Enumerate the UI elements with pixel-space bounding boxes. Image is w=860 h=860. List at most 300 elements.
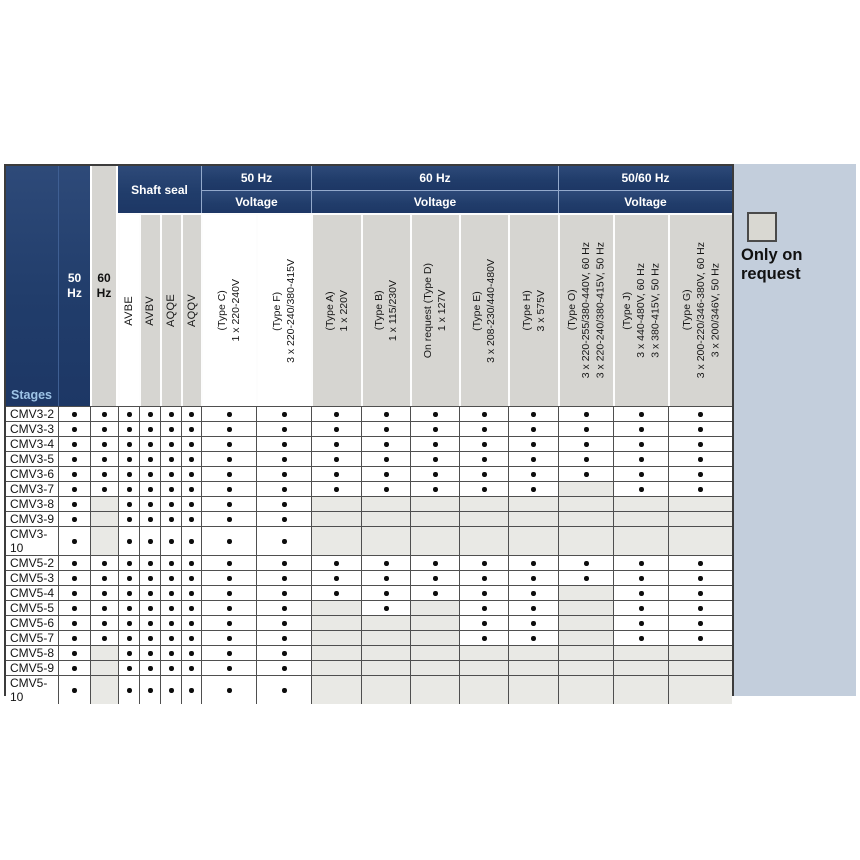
cell-type-e <box>459 631 508 645</box>
availability-dot <box>334 561 339 566</box>
availability-dot <box>102 606 107 611</box>
table-row-cmv3-9 <box>6 511 732 526</box>
request-cell-type-d <box>410 527 459 555</box>
availability-dot <box>639 487 644 492</box>
cell-aqqe <box>160 452 181 466</box>
cell-aqqv <box>181 467 201 481</box>
availability-dot <box>227 427 232 432</box>
request-cell-type-j <box>613 527 668 555</box>
cell-type-f <box>256 661 311 675</box>
seal-column-label-avbe: AVBE <box>118 213 139 406</box>
availability-dot <box>639 576 644 581</box>
cell-avbe <box>118 512 139 526</box>
cell-type-e <box>459 482 508 496</box>
cell-aqqv <box>181 497 201 511</box>
cell-avbv <box>139 527 160 555</box>
request-cell-type-o <box>558 601 613 615</box>
cell-type-d <box>410 467 459 481</box>
availability-dot <box>102 412 107 417</box>
availability-dot <box>227 666 232 671</box>
availability-dot <box>698 636 703 641</box>
cell-avbv <box>139 422 160 436</box>
cell-type-f <box>256 422 311 436</box>
availability-dot <box>531 442 536 447</box>
availability-dot <box>584 442 589 447</box>
availability-dot <box>189 412 194 417</box>
cell-type-f <box>256 571 311 585</box>
only-on-request-label: Only on request <box>741 246 803 283</box>
availability-dot <box>584 576 589 581</box>
cell-type-e <box>459 571 508 585</box>
table-row-cmv5-3 <box>6 570 732 585</box>
cell-aqqv <box>181 482 201 496</box>
availability-dot <box>148 472 153 477</box>
cell-50hz <box>58 586 90 600</box>
availability-dot <box>482 591 487 596</box>
table-row-cmv3-4 <box>6 436 732 451</box>
availability-dot <box>102 472 107 477</box>
availability-dot <box>169 621 174 626</box>
availability-dot <box>334 457 339 462</box>
cell-type-a <box>311 586 361 600</box>
cell-type-d <box>410 437 459 451</box>
voltage-column-label-type-d: 1 x 127V On request (Type D) <box>410 213 459 406</box>
cell-type-j <box>613 482 668 496</box>
availability-dot <box>189 636 194 641</box>
request-cell-type-o <box>558 646 613 660</box>
request-cell-60hz <box>90 676 118 704</box>
request-cell-type-d <box>410 601 459 615</box>
cell-type-b <box>361 586 410 600</box>
availability-dot <box>127 688 132 693</box>
request-cell-type-a <box>311 661 361 675</box>
cell-type-g <box>668 616 732 630</box>
request-cell-type-a <box>311 616 361 630</box>
availability-dot <box>433 442 438 447</box>
availability-dot <box>169 472 174 477</box>
availability-dot <box>482 576 487 581</box>
availability-dot <box>127 502 132 507</box>
cell-type-c <box>201 661 256 675</box>
cell-type-g <box>668 452 732 466</box>
availability-dot <box>148 621 153 626</box>
voltage-column-label-type-g: 3 x 200/346V, 50 Hz 3 x 200-220/346-380V, 60 Hz (Type G) <box>668 213 732 406</box>
cell-type-f <box>256 407 311 421</box>
cell-type-o <box>558 467 613 481</box>
availability-dot <box>169 606 174 611</box>
availability-dot <box>189 487 194 492</box>
stage-label: CMV5-7 <box>6 631 58 645</box>
shaft-seal-header: Shaft seal <box>118 166 201 213</box>
availability-dot <box>282 517 287 522</box>
voltage-column-label-type-a: 1 x 220V (Type A) <box>311 213 361 406</box>
availability-dot <box>72 636 77 641</box>
cell-type-c <box>201 497 256 511</box>
availability-dot <box>189 591 194 596</box>
availability-dot <box>698 621 703 626</box>
availability-dot <box>72 412 77 417</box>
cell-type-a <box>311 467 361 481</box>
availability-dot <box>531 412 536 417</box>
request-cell-type-g <box>668 512 732 526</box>
cell-type-a <box>311 437 361 451</box>
cell-avbv <box>139 556 160 570</box>
cell-50hz <box>58 616 90 630</box>
availability-dot <box>72 621 77 626</box>
cell-aqqe <box>160 556 181 570</box>
availability-dot <box>531 636 536 641</box>
availability-dot <box>384 472 389 477</box>
cell-aqqv <box>181 452 201 466</box>
stage-label: CMV3-4 <box>6 437 58 451</box>
cell-type-c <box>201 571 256 585</box>
50hz-line2: Hz <box>67 286 82 300</box>
cell-aqqv <box>181 646 201 660</box>
cell-type-j <box>613 631 668 645</box>
table-row-cmv3-10 <box>6 526 732 555</box>
cell-aqqv <box>181 512 201 526</box>
60hz-line1: 60 <box>97 271 111 285</box>
availability-dot <box>169 502 174 507</box>
availability-dot <box>282 621 287 626</box>
stage-label: CMV5-3 <box>6 571 58 585</box>
availability-dot <box>189 621 194 626</box>
cell-type-b <box>361 422 410 436</box>
voltage-column-label-type-f: 3 x 220-240/380-415V (Type F) <box>256 213 311 406</box>
cell-type-o <box>558 571 613 585</box>
cell-60hz <box>90 422 118 436</box>
request-cell-60hz <box>90 527 118 555</box>
availability-dot <box>227 487 232 492</box>
availability-dot <box>282 457 287 462</box>
cell-type-h <box>508 467 558 481</box>
cell-type-e <box>459 586 508 600</box>
cell-type-c <box>201 631 256 645</box>
availability-dot <box>334 576 339 581</box>
availability-dot <box>72 502 77 507</box>
cell-type-h <box>508 616 558 630</box>
availability-dot <box>384 561 389 566</box>
cell-avbe <box>118 616 139 630</box>
cell-type-c <box>201 407 256 421</box>
availability-dot <box>102 636 107 641</box>
availability-dot <box>584 472 589 477</box>
availability-dot <box>282 636 287 641</box>
cell-type-e <box>459 452 508 466</box>
cell-60hz <box>90 467 118 481</box>
availability-dot <box>102 487 107 492</box>
cell-aqqv <box>181 601 201 615</box>
availability-dot <box>698 412 703 417</box>
availability-dot <box>433 457 438 462</box>
availability-dot <box>148 517 153 522</box>
cell-avbv <box>139 631 160 645</box>
availability-dot <box>433 427 438 432</box>
request-cell-type-d <box>410 646 459 660</box>
availability-dot <box>189 576 194 581</box>
cell-type-c <box>201 437 256 451</box>
availability-dot <box>102 591 107 596</box>
cell-type-j <box>613 452 668 466</box>
availability-dot <box>384 442 389 447</box>
cell-50hz <box>58 646 90 660</box>
availability-dot <box>148 576 153 581</box>
availability-dot <box>531 576 536 581</box>
availability-dot <box>127 636 132 641</box>
cell-type-g <box>668 571 732 585</box>
availability-dot <box>148 442 153 447</box>
request-cell-type-j <box>613 661 668 675</box>
availability-dot <box>482 412 487 417</box>
cell-50hz <box>58 631 90 645</box>
availability-dot <box>169 427 174 432</box>
cell-type-c <box>201 527 256 555</box>
cell-avbv <box>139 571 160 585</box>
request-cell-type-b <box>361 646 410 660</box>
cell-type-g <box>668 437 732 451</box>
stage-label: CMV5-9 <box>6 661 58 675</box>
cell-60hz <box>90 586 118 600</box>
availability-dot <box>282 651 287 656</box>
availability-dot <box>127 517 132 522</box>
availability-dot <box>334 412 339 417</box>
cell-type-e <box>459 422 508 436</box>
cell-50hz <box>58 512 90 526</box>
availability-dot <box>698 487 703 492</box>
cell-avbe <box>118 467 139 481</box>
cell-50hz <box>58 497 90 511</box>
request-cell-type-h <box>508 512 558 526</box>
cell-60hz <box>90 556 118 570</box>
cell-type-b <box>361 452 410 466</box>
availability-dot <box>169 412 174 417</box>
cell-type-e <box>459 467 508 481</box>
request-cell-type-b <box>361 676 410 704</box>
cell-type-g <box>668 482 732 496</box>
cell-aqqe <box>160 571 181 585</box>
availability-dot <box>639 636 644 641</box>
stage-label: CMV5-8 <box>6 646 58 660</box>
request-cell-type-d <box>410 497 459 511</box>
cell-type-d <box>410 571 459 585</box>
request-cell-type-a <box>311 527 361 555</box>
voltage-column-label-type-e: 3 x 208-230/440-480V (Type E) <box>459 213 508 406</box>
request-cell-type-d <box>410 661 459 675</box>
availability-dot <box>189 472 194 477</box>
stages-label: Stages <box>11 388 52 402</box>
cell-type-g <box>668 601 732 615</box>
cell-50hz <box>58 571 90 585</box>
availability-dot <box>698 457 703 462</box>
cell-type-f <box>256 616 311 630</box>
cell-type-b <box>361 437 410 451</box>
cell-60hz <box>90 452 118 466</box>
request-cell-type-a <box>311 601 361 615</box>
availability-dot <box>148 561 153 566</box>
availability-dot <box>127 651 132 656</box>
availability-dot <box>169 576 174 581</box>
availability-dot <box>227 502 232 507</box>
cell-60hz <box>90 482 118 496</box>
availability-dot <box>102 621 107 626</box>
availability-dot <box>148 606 153 611</box>
cell-avbe <box>118 676 139 704</box>
request-cell-type-h <box>508 497 558 511</box>
availability-dot <box>282 666 287 671</box>
cell-type-j <box>613 437 668 451</box>
voltage-subheader-60hz: Voltage <box>311 190 558 213</box>
availability-dot <box>639 591 644 596</box>
voltage-subheader-50-60hz: Voltage <box>558 190 732 213</box>
request-cell-type-g <box>668 497 732 511</box>
cell-aqqe <box>160 437 181 451</box>
availability-dot <box>102 561 107 566</box>
cell-avbe <box>118 631 139 645</box>
cell-avbe <box>118 497 139 511</box>
voltage-subheader-50hz: Voltage <box>201 190 311 213</box>
availability-dot <box>531 427 536 432</box>
request-cell-type-h <box>508 676 558 704</box>
seal-column-label-aqqe: AQQE <box>160 213 181 406</box>
availability-dot <box>148 427 153 432</box>
availability-dot <box>127 487 132 492</box>
availability-dot <box>698 591 703 596</box>
cell-type-b <box>361 601 410 615</box>
cell-aqqe <box>160 676 181 704</box>
availability-dot <box>639 621 644 626</box>
availability-dot <box>227 442 232 447</box>
table-row-cmv3-2 <box>6 407 732 421</box>
cell-type-b <box>361 482 410 496</box>
cell-50hz <box>58 437 90 451</box>
availability-dot <box>169 517 174 522</box>
cell-avbv <box>139 676 160 704</box>
request-cell-type-a <box>311 631 361 645</box>
availability-dot <box>227 651 232 656</box>
availability-dot <box>433 576 438 581</box>
cell-type-g <box>668 556 732 570</box>
table-row-cmv5-10 <box>6 675 732 704</box>
availability-dot <box>148 502 153 507</box>
availability-dot <box>169 442 174 447</box>
cell-type-a <box>311 571 361 585</box>
availability-dot <box>433 591 438 596</box>
availability-dot <box>189 517 194 522</box>
availability-dot <box>227 688 232 693</box>
availability-dot <box>189 561 194 566</box>
availability-dot <box>169 666 174 671</box>
availability-dot <box>148 487 153 492</box>
cell-avbv <box>139 601 160 615</box>
cell-type-c <box>201 646 256 660</box>
availability-dot <box>282 576 287 581</box>
stage-label: CMV3-5 <box>6 452 58 466</box>
cell-type-f <box>256 437 311 451</box>
request-cell-type-a <box>311 676 361 704</box>
cell-type-f <box>256 601 311 615</box>
cell-type-c <box>201 676 256 704</box>
cell-50hz <box>58 676 90 704</box>
availability-dot <box>227 576 232 581</box>
table-row-cmv5-5 <box>6 600 732 615</box>
cell-type-b <box>361 407 410 421</box>
cell-type-o <box>558 407 613 421</box>
availability-dot <box>72 427 77 432</box>
cell-type-e <box>459 601 508 615</box>
availability-dot <box>227 636 232 641</box>
availability-dot <box>72 561 77 566</box>
cell-avbv <box>139 437 160 451</box>
cell-avbv <box>139 586 160 600</box>
cell-type-c <box>201 586 256 600</box>
request-cell-type-b <box>361 661 410 675</box>
availability-dot <box>531 472 536 477</box>
cell-type-d <box>410 407 459 421</box>
availability-dot <box>482 636 487 641</box>
cell-type-g <box>668 467 732 481</box>
table-row-cmv3-3 <box>6 421 732 436</box>
60hz-line2: Hz <box>96 286 112 300</box>
availability-dot <box>433 561 438 566</box>
cell-50hz <box>58 422 90 436</box>
request-cell-60hz <box>90 646 118 660</box>
availability-dot <box>148 636 153 641</box>
availability-dot <box>282 442 287 447</box>
request-cell-type-o <box>558 586 613 600</box>
availability-dot <box>169 591 174 596</box>
cell-type-f <box>256 676 311 704</box>
cell-avbv <box>139 452 160 466</box>
availability-dot <box>334 591 339 596</box>
stage-label: CMV3-10 <box>6 527 58 555</box>
cell-50hz <box>58 556 90 570</box>
table-row-cmv5-9 <box>6 660 732 675</box>
table-row-cmv5-8 <box>6 645 732 660</box>
availability-dot <box>227 412 232 417</box>
request-cell-type-o <box>558 512 613 526</box>
availability-dot <box>189 651 194 656</box>
cell-60hz <box>90 631 118 645</box>
cell-60hz <box>90 437 118 451</box>
cell-60hz <box>90 571 118 585</box>
cell-type-h <box>508 437 558 451</box>
availability-dot <box>127 442 132 447</box>
availability-dot <box>433 472 438 477</box>
availability-dot <box>169 539 174 544</box>
cell-type-f <box>256 467 311 481</box>
cell-avbe <box>118 422 139 436</box>
request-cell-type-o <box>558 497 613 511</box>
availability-dot <box>639 412 644 417</box>
availability-dot <box>127 576 132 581</box>
availability-dot <box>639 457 644 462</box>
availability-dot <box>72 591 77 596</box>
cell-type-j <box>613 422 668 436</box>
stage-label: CMV3-6 <box>6 467 58 481</box>
request-cell-type-e <box>459 512 508 526</box>
cell-aqqv <box>181 556 201 570</box>
availability-dot <box>148 688 153 693</box>
request-cell-type-g <box>668 646 732 660</box>
availability-dot <box>189 457 194 462</box>
availability-dot <box>148 591 153 596</box>
availability-dot <box>531 561 536 566</box>
availability-dot <box>227 561 232 566</box>
availability-dot <box>127 621 132 626</box>
availability-dot <box>433 487 438 492</box>
request-cell-type-a <box>311 497 361 511</box>
cell-type-o <box>558 422 613 436</box>
